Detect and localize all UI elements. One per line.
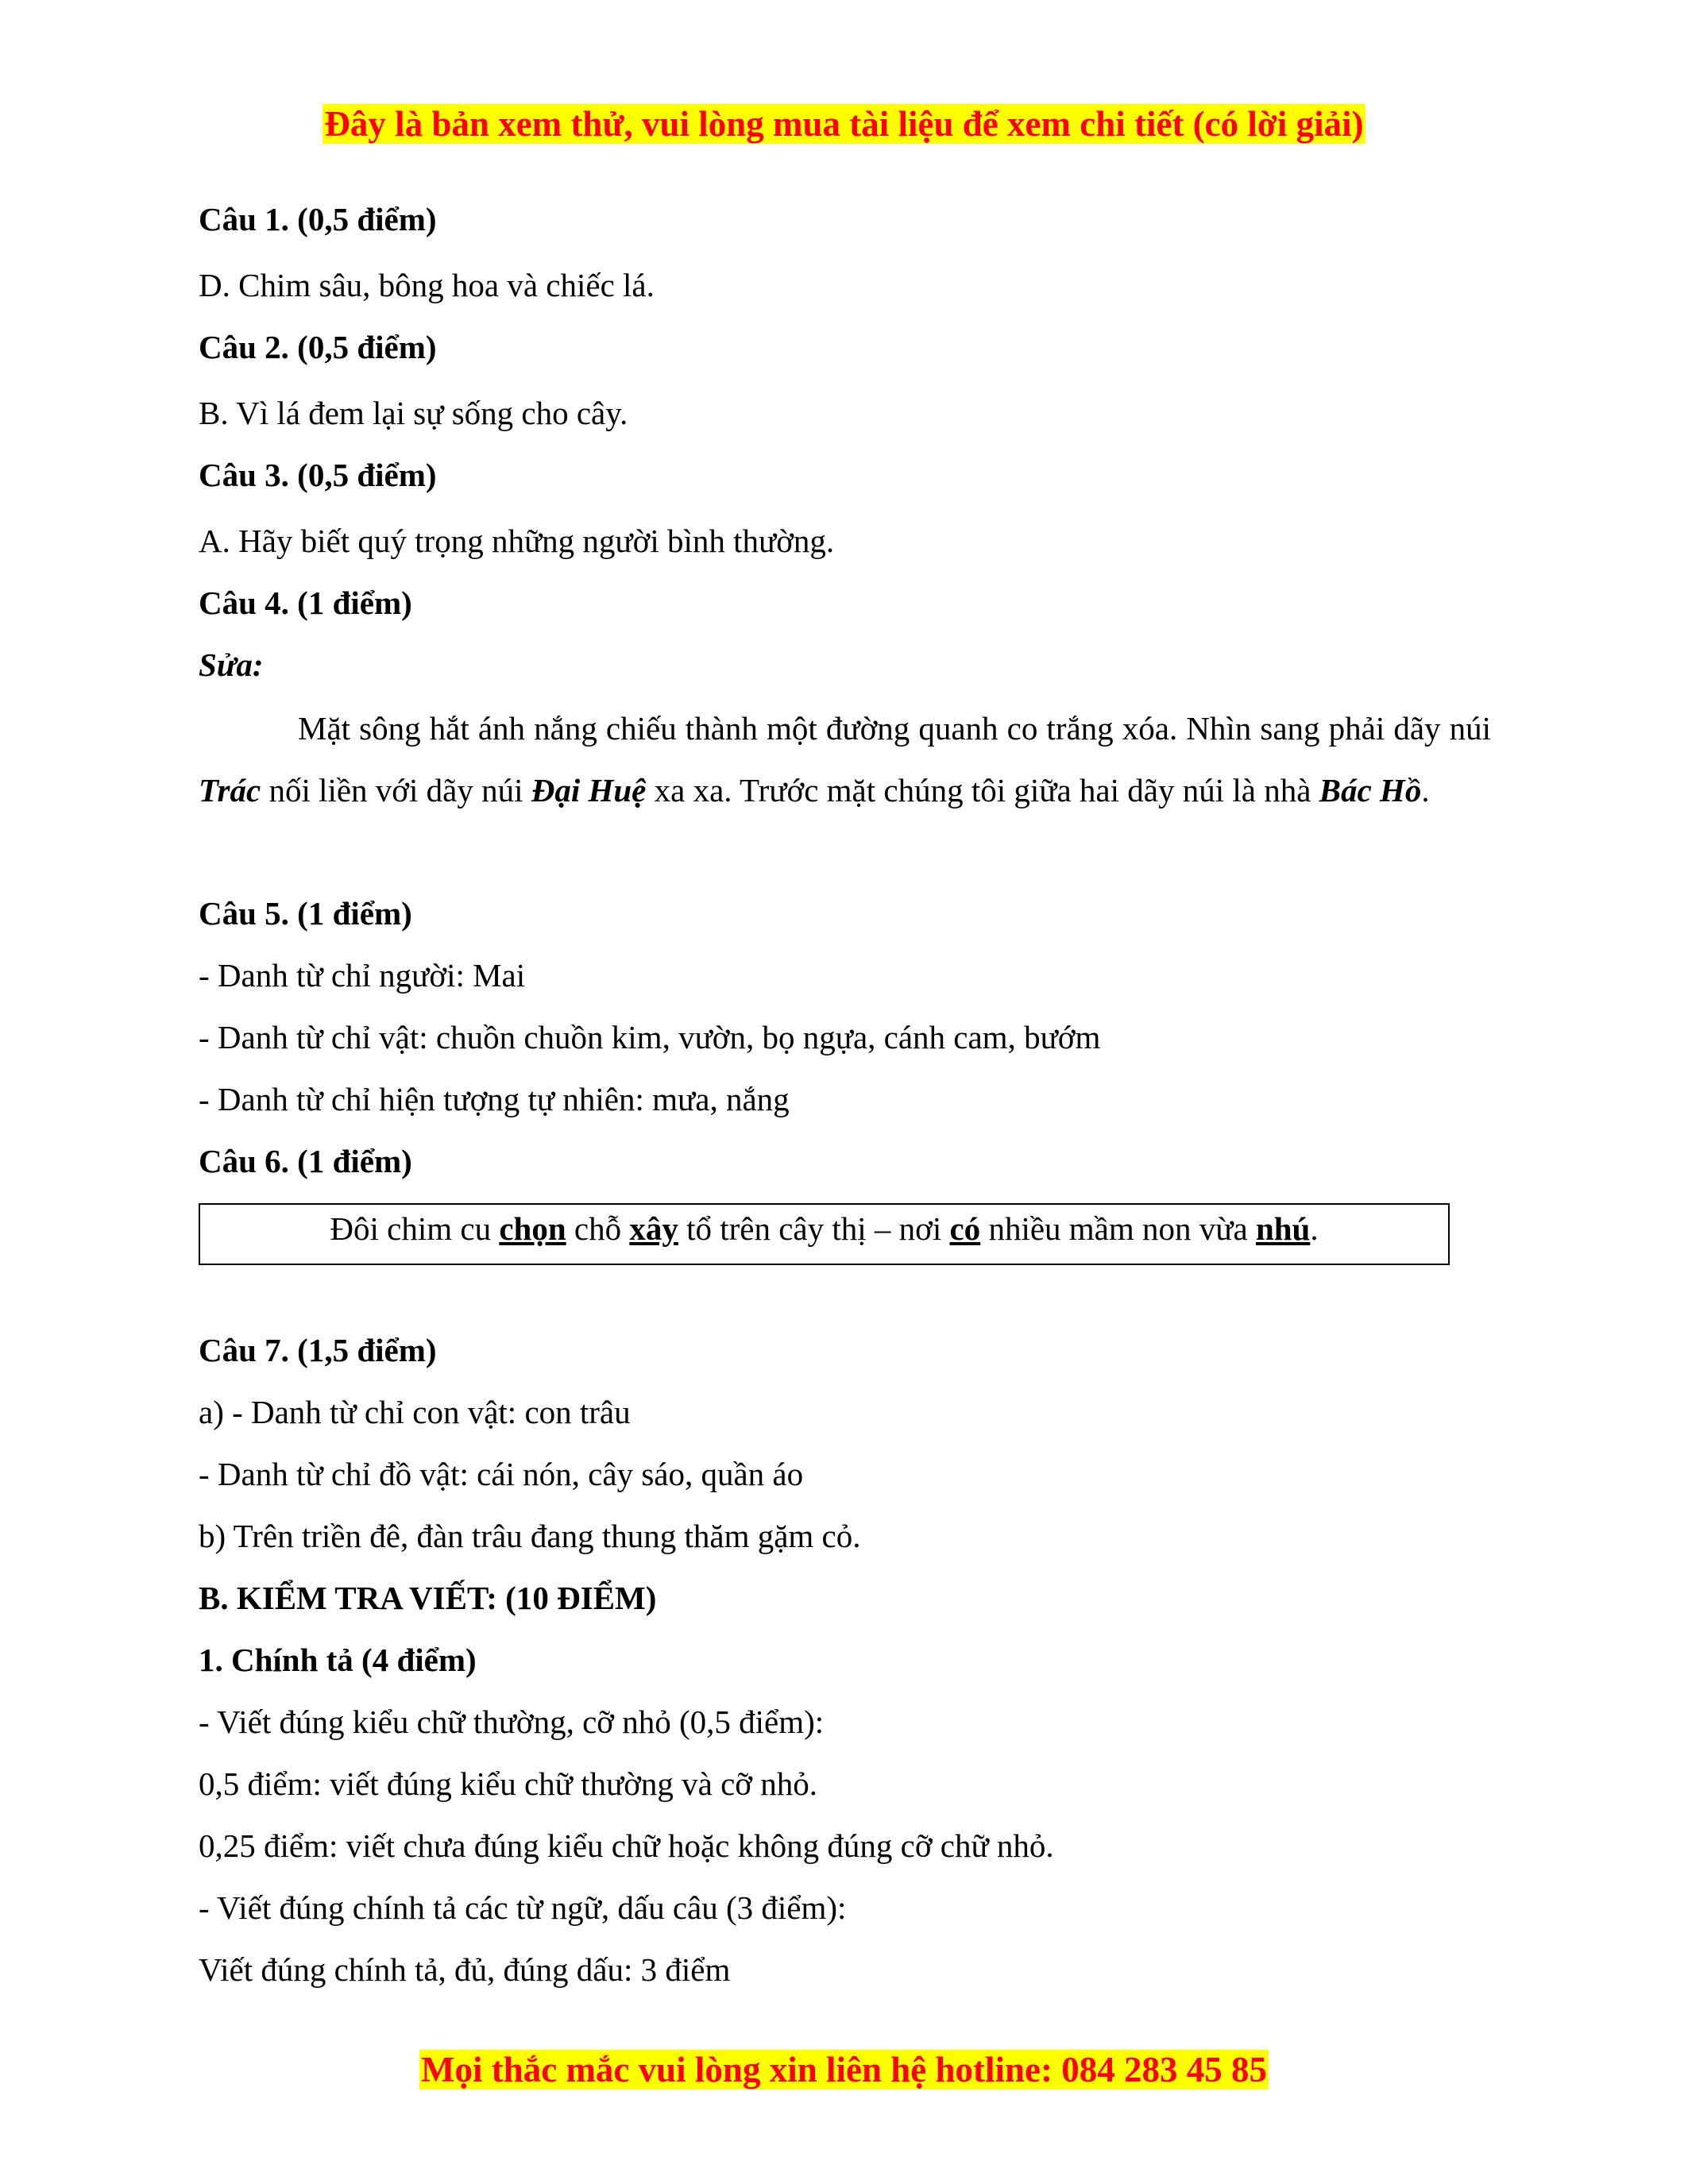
question-2-answer: B. Vì lá đem lại sự sống cho cây. [199,395,628,431]
preview-notice: Đây là bản xem thử, vui lòng mua tài liệu để xem chi tiết (có lời giải) [324,104,1364,144]
question-7-line-2: - Danh từ chỉ đồ vật: cái nón, cây sáo, quần áo [199,1456,804,1492]
question-2-title: Câu 2. (0,5 điểm) [199,329,437,365]
part-b-subtitle: 1. Chính tả (4 điểm) [199,1642,477,1678]
verb-chon: chọn [499,1210,566,1247]
question-6-answer-box: Đôi chim cu chọn chỗ xây tổ trên cây thị – nơi có nhiều mầm non vừa nhú. [199,1203,1450,1265]
verb-xay: xây [629,1210,678,1247]
question-7-line-1: a) - Danh từ chỉ con vật: con trâu [199,1394,631,1430]
question-6-title: Câu 6. (1 điểm) [199,1143,412,1179]
place-name-bac-ho: Bác Hồ [1319,772,1422,808]
question-7-title: Câu 7. (1,5 điểm) [199,1332,437,1368]
part-b-line-3: 0,25 điểm: viết chưa đúng kiểu chữ hoặc không đúng cỡ chữ nhỏ. [199,1827,1054,1864]
part-b-line-4: - Viết đúng chính tả các từ ngữ, dấu câu (3 điểm): [199,1889,847,1926]
question-4-label: Sửa: [199,646,264,683]
question-3-title: Câu 3. (0,5 điểm) [199,457,437,493]
question-5-line-3: - Danh từ chỉ hiện tượng tự nhiên: mưa, nắng [199,1081,790,1117]
question-3-answer: A. Hãy biết quý trọng những người bình thường. [199,523,835,559]
question-5-line-1: - Danh từ chỉ người: Mai [199,957,526,994]
question-4-title: Câu 4. (1 điểm) [199,585,412,621]
question-7-line-3: b) Trên triền đê, đàn trâu đang thung thăm gặm cỏ. [199,1518,861,1554]
place-name-trac: Trác [199,772,261,808]
place-name-dai-hue: Đại Huệ [531,772,647,808]
part-b-line-5: Viết đúng chính tả, đủ, đúng dấu: 3 điểm [199,1951,731,1988]
part-b-title: B. KIỂM TRA VIẾT: (10 ĐIỂM) [199,1580,657,1616]
question-1-answer: D. Chim sâu, bông hoa và chiếc lá. [199,267,655,303]
verb-co: có [949,1210,981,1247]
verb-nhu: nhú [1255,1210,1311,1247]
question-1-title: Câu 1. (0,5 điểm) [199,201,437,237]
question-5-line-2: - Danh từ chỉ vật: chuồn chuồn kim, vườn, bọ ngựa, cánh cam, bướm [199,1019,1101,1055]
part-b-line-2: 0,5 điểm: viết đúng kiểu chữ thường và cỡ nhỏ. [199,1765,817,1802]
question-5-title: Câu 5. (1 điểm) [199,895,412,932]
part-b-line-1: - Viết đúng kiểu chữ thường, cỡ nhỏ (0,5 điểm): [199,1704,825,1740]
question-4-paragraph: Mặt sông hắt ánh nắng chiếu thành một đường quanh co trắng xóa. Nhìn sang phải dãy núi Trác nối liền với dãy núi Đại Huệ xa xa. Trước mặt chúng tôi giữa hai dãy núi là nhà Bác Hồ. [199,710,1491,808]
hotline-footer: Mọi thắc mắc vui lòng xin liên hệ hotline: 084 283 45 85 [420,2050,1267,2089]
